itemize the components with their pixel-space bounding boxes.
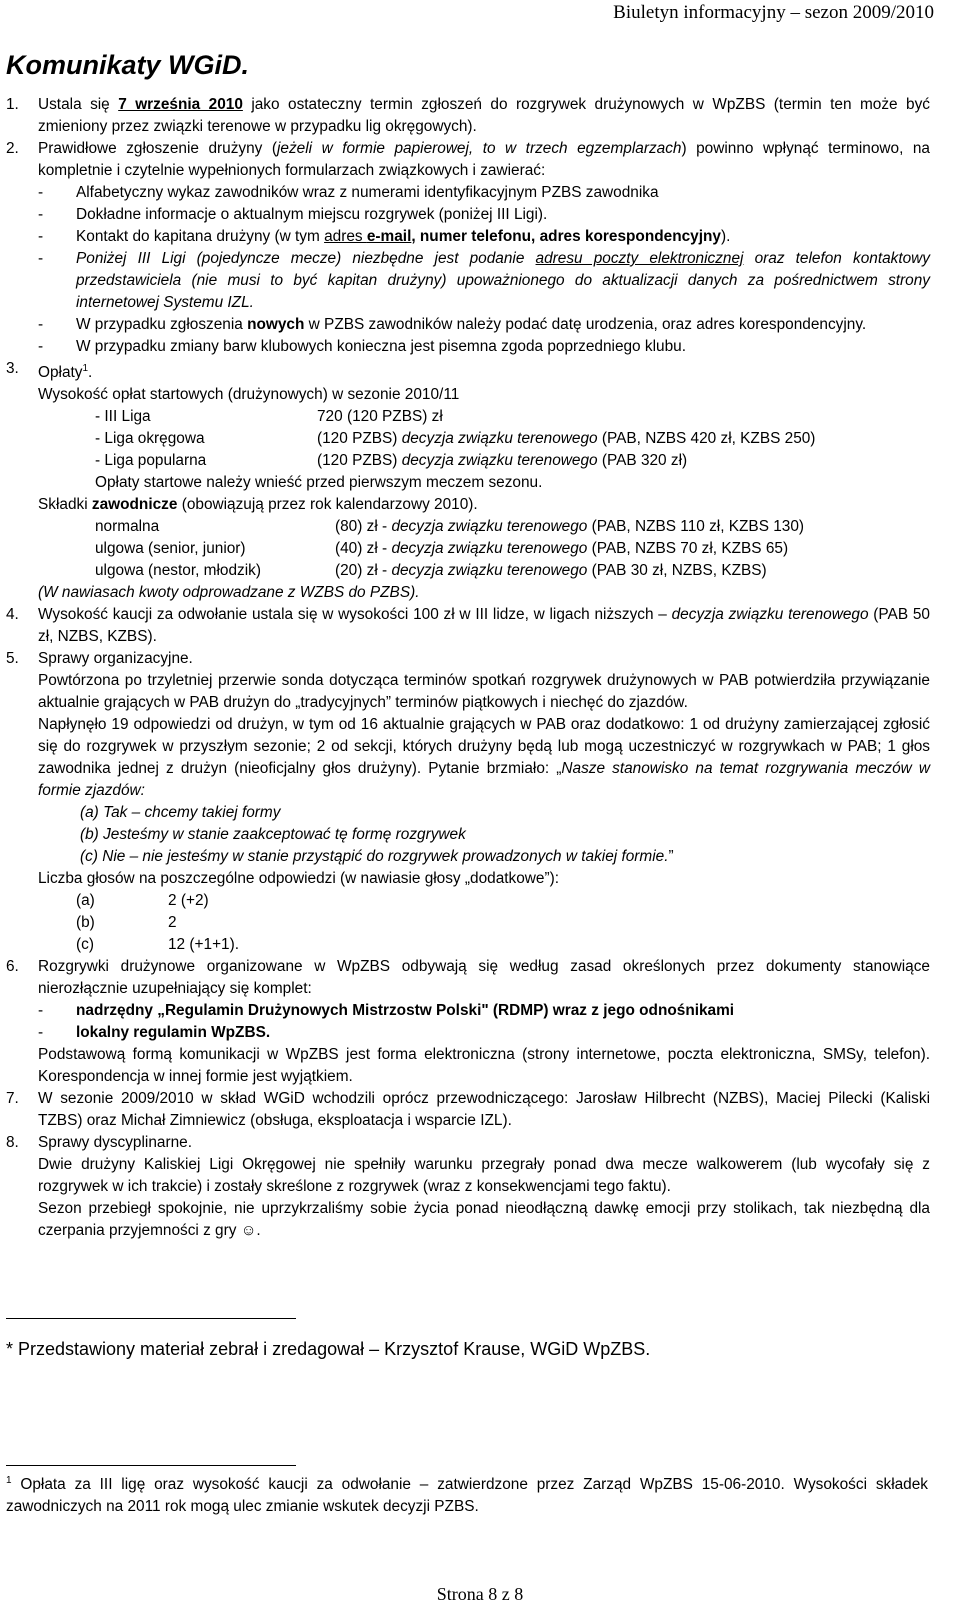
list-item: - W przypadku zmiany barw klubowych konieczna jest pisemna zgoda poprzedniego klubu. bbox=[38, 338, 686, 355]
dues-row: ulgowa (senior, junior) (40) zł - decyzja związku terenowego (PAB, NZBS 70 zł, KZBS 65) bbox=[95, 540, 789, 558]
dues-row: normalna (80) zł - decyzja związku terenowego (PAB, NZBS 110 zł, KZBS 130) bbox=[95, 518, 805, 536]
footnote-ref: 1 bbox=[82, 363, 89, 374]
fee-row: - Liga popularna (120 PZBS) decyzja związku terenowego (PAB 320 zł) bbox=[95, 452, 688, 470]
list-item: - lokalny regulamin WpZBS. bbox=[38, 1024, 271, 1042]
list-item: - Kontakt do kapitana drużyny (w tym adres e-mail, numer telefonu, adres korespondencyjny). bbox=[38, 228, 731, 245]
list-item: - nadrzędny „Regulamin Drużynowych Mistrzostw Polski" (RDMP) wraz z jego odnośnikami bbox=[38, 1002, 735, 1020]
deadline-date: 7 września 2010 bbox=[118, 96, 243, 113]
item-4: 4. Wysokość kaucji za odwołanie ustala się w wysokości 100 zł w III lidze, w ligach niższych – decyzja związku terenowego (PAB 50 zł, NZBS, KZBS). bbox=[6, 606, 930, 646]
item-2: 2. Prawidłowe zgłoszenie drużyny (jeżeli w formie papierowej, to w trzech egzemplarzach) powinno wpłynąć terminowo, na kompletnie i czytelnie wypełnionych formularzach związkowych i zawierać: - Alfabetyczny wykaz zawodników wraz z numerami identyfikacyjnym PZBS zawodnika - Dokładne informacje o aktualnym miejscu rozgrywek (poniżej III Ligi). - Kontakt do kapitana drużyny (w tym adres e-mail, numer telefonu, adres korespondencyjny). - Poniżej III Ligi (pojedyncze mecze) niezbędne jest podanie adresu poczty elektronicznej oraz telefon kontaktowy przedstawiciela (nie musi to być kapitan drużyny) upoważnionego do aktualizacji danych za pośrednictwem strony internetowej Systemu IZL. - W przypadku zgłoszenia nowych w PZBS zawodników należy podać datę urodzenia, oraz adres korespondencyjny. - W przypadku zmiany barw klubowych konieczna jest pisemna zgoda poprzedniego klubu. bbox=[0, 138, 960, 358]
item-7: 7. W sezonie 2009/2010 w skład WGiD wchodzili oprócz przewodniczącego: Jarosław Hilbrecht (NZBS), Maciej Pilecki (Kaliski TZBS) oraz Michał Zimniewicz (obsługa, eksploatacja i wsparcie IZL). bbox=[6, 1090, 930, 1130]
list-item: - Poniżej III Ligi (pojedyncze mecze) niezbędne jest podanie adresu poczty elektronicznej oraz telefon kontaktowy przedstawiciela (nie musi to być kapitan drużyny) upoważnionego do aktualizacji danych za pośrednictwem strony internetowej Systemu IZL. bbox=[38, 250, 930, 311]
answer-option: (b) Jesteśmy w stanie zaakceptować tę formę rozgrywek bbox=[80, 826, 466, 844]
item-3: 3. Opłaty$^1$. Wysokość opłat startowych (drużynowych) w sezonie 2010/11 - III Liga 720 (120 PZBS) zł - Liga okręgowa (120 PZBS) decyzja związku terenowego (PAB, NZBS 420 zł, KZBS 250) - Liga popularna (120 PZBS) decyzja związku terenowego (PAB 320 zł) Opłaty startowe należy wnieść przed pierwszym meczem sezonu. Składki zawodnicze (obowiązują przez rok kalendarzowy 2010). normalna (80) zł - decyzja związku terenowego (PAB, NZBS 110 zł, KZBS 130) ulgowa (senior, junior) (40) zł - decyzja związku terenowego (PAB, NZBS 70 zł, KZBS 65) ulgowa (nestor, młodzik) (20) zł - decyzja związku terenowego (PAB 30 zł, NZBS, KZBS) (W nawiasach kwoty odprowadzane z WZBS do PZBS). bbox=[0, 358, 960, 604]
item-number: 7. bbox=[6, 1090, 19, 1108]
list-item: - W przypadku zgłoszenia nowych w PZBS zawodników należy podać datę urodzenia, oraz adres korespondencyjny. bbox=[38, 316, 867, 333]
item-number: 2. bbox=[6, 140, 19, 157]
page-number: Strona 8 z 8 bbox=[436, 1584, 524, 1604]
page-title: Komunikaty WGiD. bbox=[6, 50, 250, 80]
item-5: 5. Sprawy organizacyjne. Powtórzona po trzyletniej przerwie sonda dotycząca terminów spotkań rozgrywek drużynowych w PAB potwierdziła przywiązanie aktualnie grających w PAB drużyn do „tradycyjnych” terminów piątkowych i niechęć do zjazdów. Napłynęło 19 odpowiedzi od drużyn, w tym od 16 aktualnie grających w PAB oraz dodatkowo: 1 od drużyny zamierzającej zgłosić się do rozgrywek w przyszłym sezonie; 2 od sekcji, których drużyny będą lub mogą uczestniczyć w rozgrywkach w PAB; 1 głos zawodnika jednej z drużyn (nieoficjalny głos drużyny). Pytanie brzmiało: „Nasze stanowisko na temat rozgrywania meczów w formie zjazdów: (a) Tak – chcemy takiej formy (b) Jesteśmy w stanie zaakceptować tę formę rozgrywek (c) Nie – nie jesteśmy w stanie przystąpić do rozgrywek prowadzonych w takiej formie.” Liczba głosów na poszczególne odpowiedzi (w nawiasie głosy „dodatkowe”): (a) 2 (+2) (b) 2 (c) 12 (+1+1). bbox=[0, 648, 960, 956]
item-8: 8. Sprawy dyscyplinarne. Dwie drużyny Kaliskiej Ligi Okręgowej nie spełniły warunku przegrały ponad dwa mecze walkowerem (lub wycofały się z rozgrywek w ich trakcie) i zostały skreślone z rozgrywek (wraz z konsekwencjami tego faktu). Sezon przebiegł spokojnie, nie uprzykrzaliśmy sobie życia ponad nieodłączną dawkę emocji przy stolikach, tak niezbędną dla czerpania przyjemności z gry ☺. bbox=[6, 1134, 930, 1240]
answer-option: (a) Tak – chcemy takiej formy bbox=[80, 804, 281, 822]
announcements-body bbox=[0, 94, 960, 1242]
dues-row: ulgowa (nestor, młodzik) (20) zł - decyzja związku terenowego (PAB 30 zł, NZBS, KZBS) bbox=[95, 562, 767, 580]
list-item: - Dokładne informacje o aktualnym miejscu rozgrywek (poniżej III Ligi). bbox=[38, 206, 548, 223]
answer-option: (c) Nie – nie jesteśmy w stanie przystąpić do rozgrywek prowadzonych w takiej formie.” bbox=[80, 848, 674, 866]
editor-note: * Przedstawiony materiał zebrał i zredagował – Krzysztof Krause, WGiD WpZBS. bbox=[6, 1339, 651, 1359]
list-item: - Alfabetyczny wykaz zawodników wraz z numerami identyfikacyjnym PZBS zawodnika bbox=[38, 184, 659, 201]
item-number: 6. bbox=[6, 958, 19, 976]
footnote: $^1$ Opłata za III ligę oraz wysokość kaucji za odwołanie – zatwierdzone przez Zarząd WpZBS 15-06-2010. Wysokości składek zawodniczych na 2011 rok mogą ulec zmianie wskutek decyzji PZBS. bbox=[6, 1475, 928, 1516]
fee-row: - III Liga 720 (120 PZBS) zł bbox=[95, 408, 443, 426]
vote-count: (b) 2 bbox=[76, 914, 177, 932]
item-number: 4. bbox=[6, 606, 19, 624]
footnote-mark: 1 bbox=[6, 1475, 12, 1486]
footnote-divider bbox=[6, 1465, 296, 1466]
item-6: 6. Rozgrywki drużynowe organizowane w WpZBS odbywają się według zasad określonych przez dokumenty stanowiące nierozłącznie uzupełniający się komplet: - nadrzędny „Regulamin Drużynowych Mistrzostw Polski" (RDMP) wraz z jego odnośnikami - lokalny regulamin WpZBS. Podstawową formą komunikacji w WpZBS jest forma elektroniczna (strony internetowe, poczta elektroniczna, SMSy, telefon). Korespondencja w innej formie jest wyjątkiem. bbox=[6, 958, 930, 1086]
item-number: 1. bbox=[6, 96, 19, 113]
item-number: 3. bbox=[6, 360, 19, 377]
item-1: 1. Ustala się 7 września 2010 jako ostateczny termin zgłoszeń do rozgrywek drużynowych w WpZBS (termin ten może być zmieniony przez związki terenowe w przypadku lig okręgowych). bbox=[6, 96, 930, 135]
vote-count: (c) 12 (+1+1). bbox=[76, 936, 240, 954]
item-number: 8. bbox=[6, 1134, 19, 1152]
item-number: 5. bbox=[6, 650, 19, 668]
fee-row: - Liga okręgowa (120 PZBS) decyzja związku terenowego (PAB, NZBS 420 zł, KZBS 250) bbox=[95, 430, 816, 448]
vote-count: (a) 2 (+2) bbox=[76, 892, 209, 910]
page-header: Biuletyn informacyjny – sezon 2009/2010 bbox=[613, 2, 934, 23]
divider bbox=[6, 1318, 296, 1319]
